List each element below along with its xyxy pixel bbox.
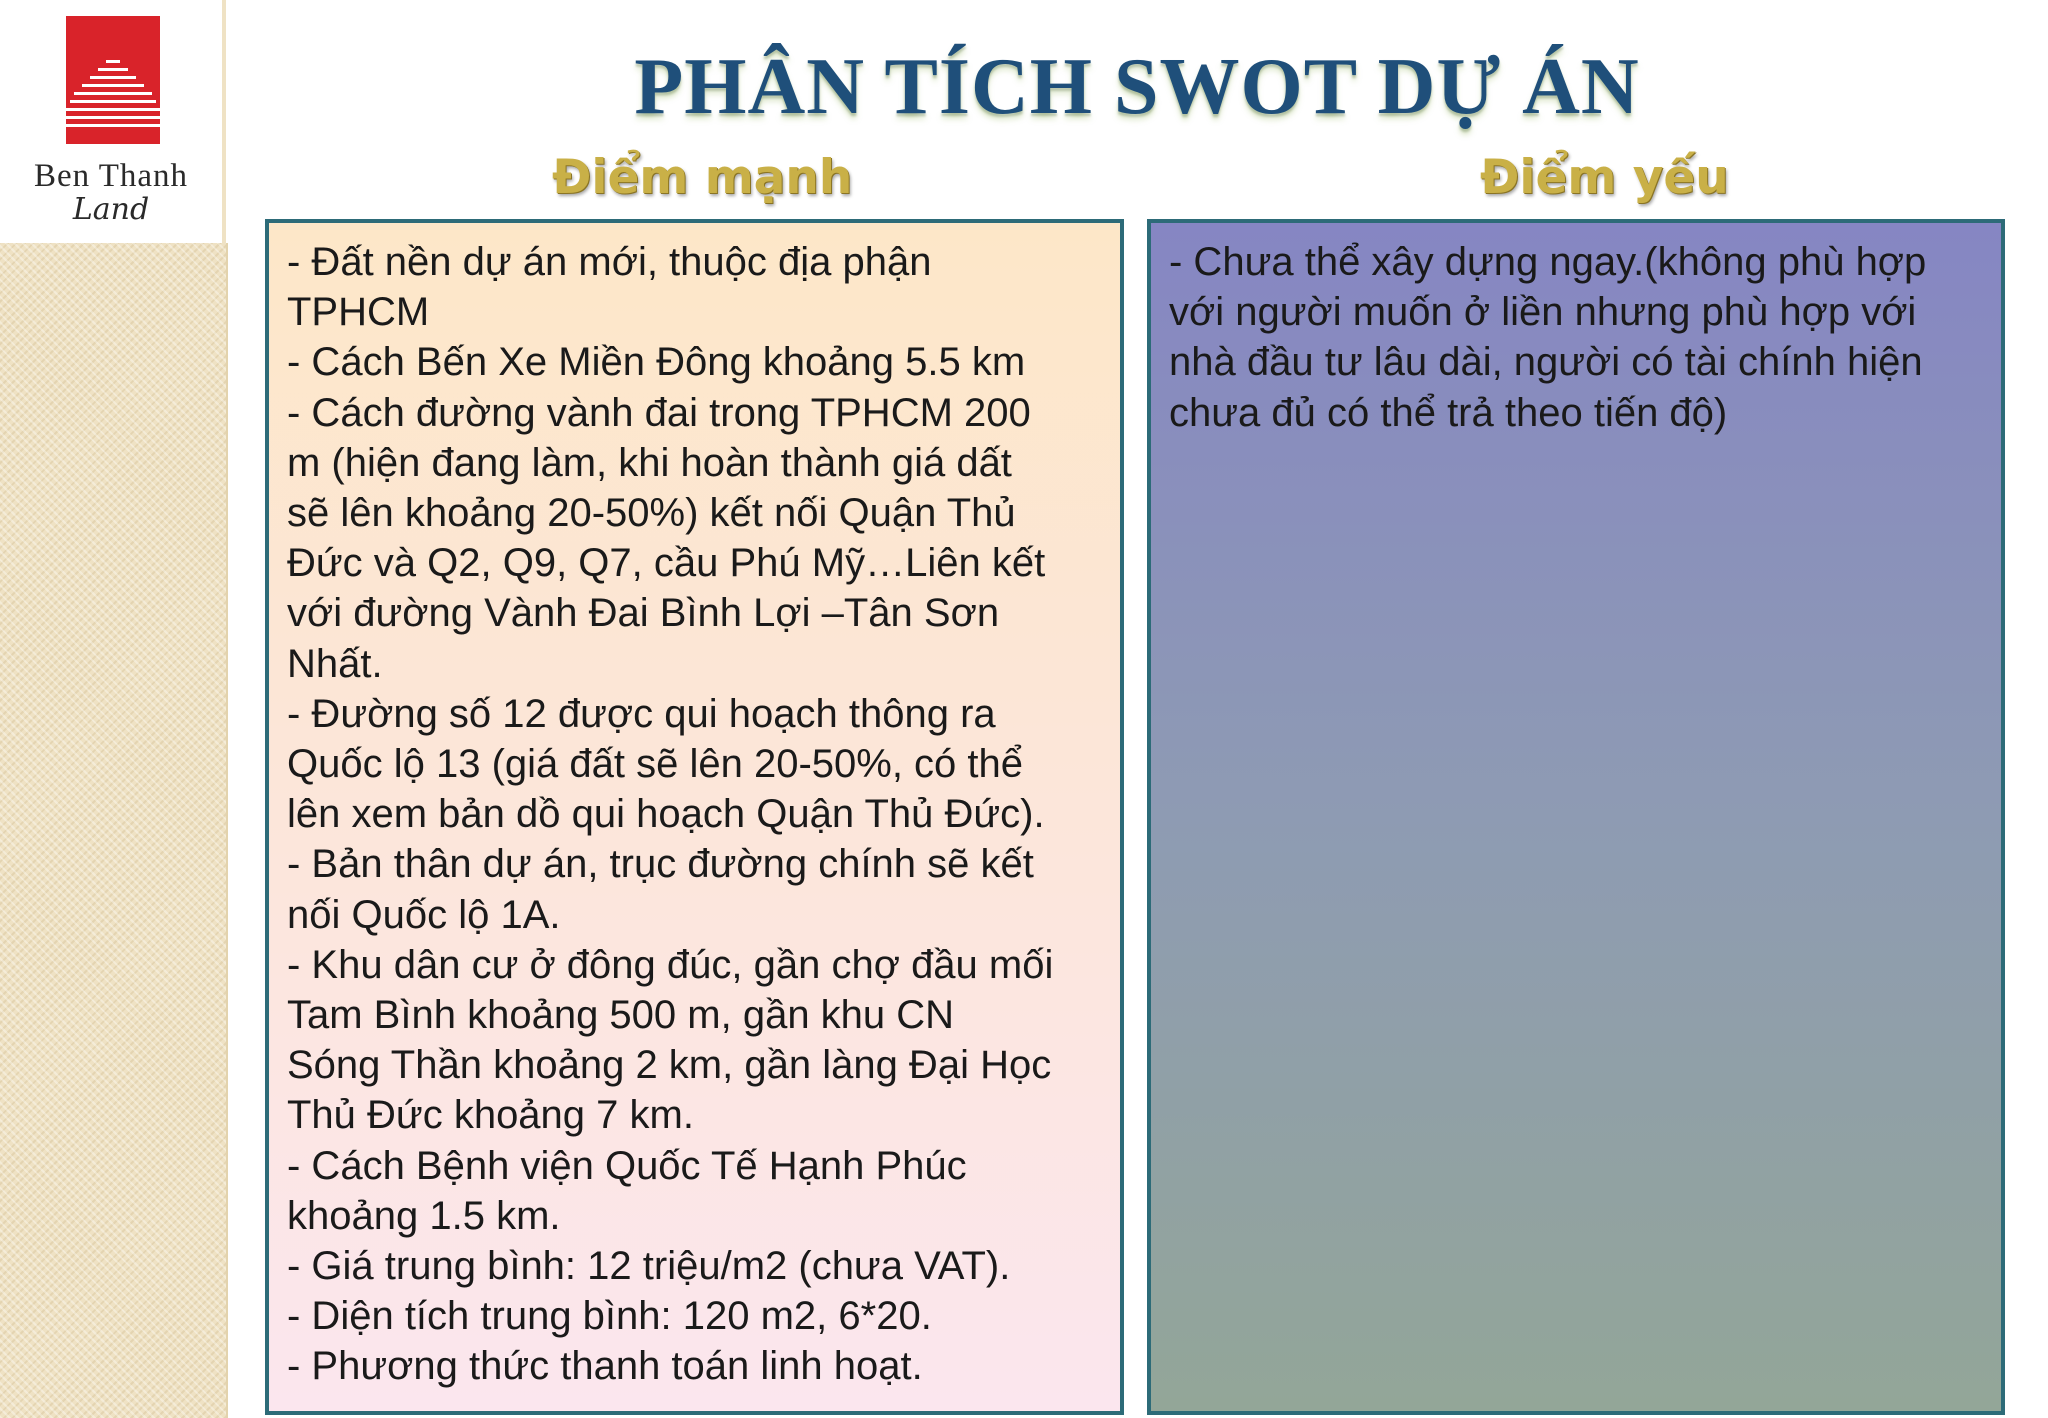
logo-subtitle: Land (72, 192, 150, 227)
strength-line: với đường Vành Đai Bình Lợi –Tân Sơn (287, 591, 1000, 636)
strength-line: khoảng 1.5 km. (287, 1193, 561, 1238)
strength-line: - Phương thức thanh toán linh hoạt. (287, 1344, 923, 1389)
strength-line: Tam Bình khoảng 500 m, gần khu CN (287, 993, 955, 1038)
strength-line: m (hiện đang làm, khi hoàn thành giá dất (287, 440, 1012, 485)
strength-line: Đức và Q2, Q9, Q7, cầu Phú Mỹ…Liên kết (287, 541, 1046, 586)
company-logo (0, 0, 222, 243)
weaknesses-heading: Điểm yếu (1480, 150, 1729, 205)
strength-line: - Bản thân dự án, trục đường chính sẽ kết (287, 842, 1034, 887)
strength-line: Sóng Thần khoảng 2 km, gần làng Đại Học (287, 1043, 1052, 1088)
weakness-line: với người muốn ở liền nhưng phù hợp với (1169, 290, 1917, 335)
strength-line: TPHCM (287, 290, 430, 335)
weakness-line: chưa đủ có thể trả theo tiến độ) (1169, 390, 1728, 435)
left-decor-band (0, 243, 228, 1418)
strength-line: Nhất. (287, 641, 383, 686)
logo-building-icon (66, 16, 160, 144)
strength-line: nối Quốc lộ 1A. (287, 892, 561, 937)
strength-line: - Cách Bệnh viện Quốc Tế Hạnh Phúc (287, 1143, 967, 1188)
strength-line: sẽ lên khoảng 20-50%) kết nối Quận Thủ (287, 491, 1016, 536)
weaknesses-box (1147, 219, 2005, 1415)
strength-line: - Diện tích trung bình: 120 m2, 6*20. (287, 1294, 932, 1339)
slide-title: PHÂN TÍCH SWOT DỰ ÁN (634, 43, 1640, 131)
strengths-box (265, 219, 1124, 1415)
strengths-heading: Điểm mạnh (552, 150, 853, 205)
strength-line: - Giá trung bình: 12 triệu/m2 (chưa VAT). (287, 1244, 1011, 1289)
strength-line: - Đường số 12 được qui hoạch thông ra (287, 691, 996, 736)
strength-line: Quốc lộ 13 (giá đất sẽ lên 20-50%, có thể (287, 742, 1024, 787)
strength-line: Thủ Đức khoảng 7 km. (287, 1093, 694, 1138)
weakness-line: nhà đầu tư lâu dài, người có tài chính hiện (1169, 340, 1923, 385)
weakness-line: - Chưa thể xây dựng ngay.(không phù hợp (1169, 240, 1927, 284)
strength-line: - Đất nền dự án mới, thuộc địa phận (287, 240, 932, 284)
strength-line: - Cách đường vành đai trong TPHCM 200 (287, 390, 1031, 435)
logo-name: Ben Thanh (33, 158, 189, 194)
strength-line: lên xem bản dồ qui hoạch Quận Thủ Đức). (287, 792, 1045, 837)
strength-line: - Khu dân cư ở đông đúc, gần chợ đầu mối (287, 942, 1054, 987)
strength-line: - Cách Bến Xe Miền Đông khoảng 5.5 km (287, 340, 1026, 385)
